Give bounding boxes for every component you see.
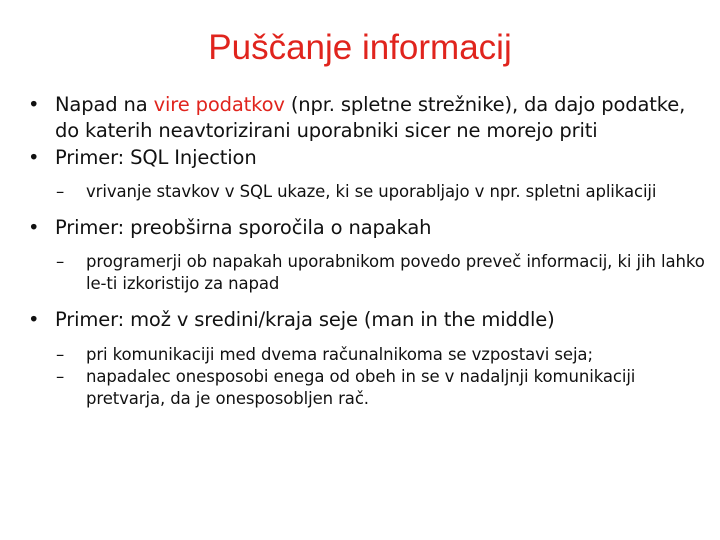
bullet-text-pre: Napad na (55, 93, 154, 116)
bullet-text: Primer: SQL Injection (55, 146, 257, 169)
bullet-item (28, 307, 708, 333)
sub-item (28, 251, 708, 295)
slide-title: Puščanje informacij (208, 28, 512, 67)
sub-item-text: pri komunikaciji med dvema računalnikoma se vzpostavi seja; (86, 345, 593, 364)
sub-item-text: napadalec onesposobi enega od obeh in se v nadaljnji komunikaciji pretvarja, da je onesposobljen rač. (86, 367, 636, 408)
dash-icon: – (56, 252, 65, 271)
dash-icon: – (56, 367, 65, 386)
bullet-icon: • (28, 93, 40, 116)
bullet-text: Primer: mož v sredini/kraja seje (man in the middle) (55, 308, 555, 331)
bullet-text: Primer: preobširna sporočila o napakah (55, 216, 432, 239)
dash-icon: – (56, 182, 65, 201)
sub-item-text: vrivanje stavkov v SQL ukaze, ki se uporabljajo v npr. spletni aplikaciji (86, 182, 657, 201)
bullet-icon: • (28, 216, 40, 239)
sub-item (28, 344, 708, 366)
sub-item-text: programerji ob napakah uporabnikom povedo preveč informacij, ki jih lahko le-ti izkoristijo za napad (86, 252, 705, 293)
sub-item (28, 181, 708, 203)
slide-body (28, 92, 708, 410)
bullet-item (28, 145, 708, 171)
highlight-term: vire podatkov (153, 93, 285, 116)
sub-item (28, 366, 708, 410)
bullet-text-post: (npr. spletne strežnike), da dajo podatke, do katerih neavtorizirani uporabniki sicer ne morejo priti (55, 93, 686, 142)
bullet-item (28, 92, 708, 144)
bullet-icon: • (28, 146, 40, 169)
bullet-item (28, 215, 708, 241)
dash-icon: – (56, 345, 65, 364)
bullet-icon: • (28, 308, 40, 331)
